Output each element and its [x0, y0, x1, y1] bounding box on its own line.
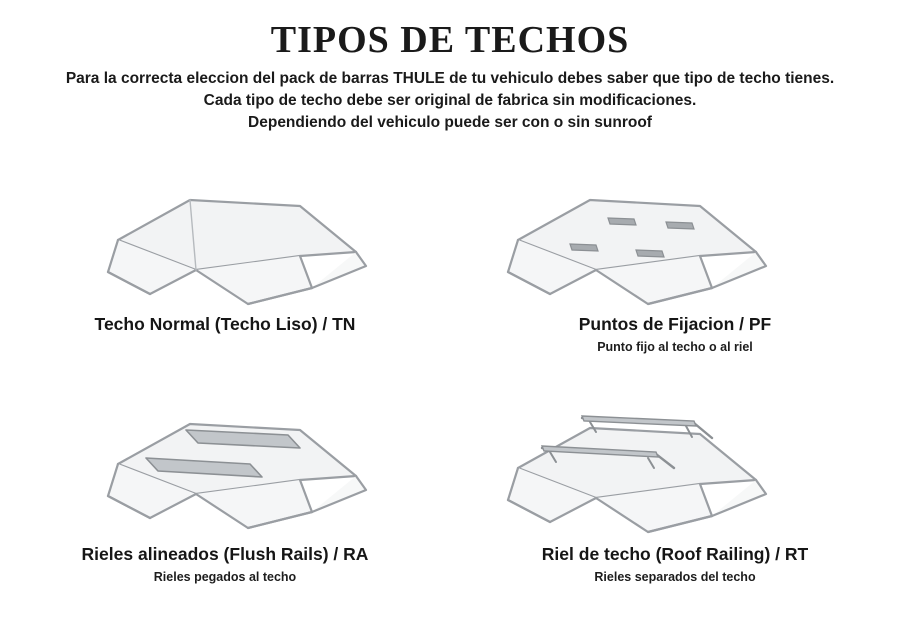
roof-type-caption: Rieles alineados (Flush Rails) / RA — [81, 544, 369, 564]
intro-line-1: Para la correcta eleccion del pack de barras THULE de tu vehiculo debes saber que tipo de techo tienes. — [65, 70, 835, 87]
poster-root — [0, 18, 900, 618]
intro-text — [20, 68, 880, 134]
roof-type-grid — [0, 166, 900, 618]
roof-type-card-ra — [0, 392, 450, 618]
roof-type-card-tn — [0, 166, 450, 392]
roof-type-subcaption: Punto fijo al techo o al riel — [597, 340, 753, 354]
intro-line-2: Cada tipo de techo debe ser original de fabrica sin modificaciones. — [203, 92, 697, 109]
roof-type-caption: Techo Normal (Techo Liso) / TN — [94, 314, 356, 334]
intro-line-3: Dependiendo del vehiculo puede ser con o sin sunroof — [248, 114, 652, 131]
roof-type-card-rt — [450, 392, 900, 618]
car-roof-flush-rails-icon — [0, 392, 450, 550]
car-roof-plain-icon — [0, 166, 450, 324]
car-roof-fixpoint-icon — [450, 166, 900, 324]
page-title: TIPOS DE TECHOS — [270, 19, 630, 61]
roof-type-caption: Riel de techo (Roof Railing) / RT — [541, 544, 809, 564]
roof-type-caption: Puntos de Fijacion / PF — [578, 314, 772, 334]
car-roof-railing-icon — [450, 392, 900, 550]
roof-type-subcaption: Rieles pegados al techo — [153, 570, 297, 584]
roof-type-subcaption: Rieles separados del techo — [594, 570, 756, 584]
roof-type-card-pf — [450, 166, 900, 392]
